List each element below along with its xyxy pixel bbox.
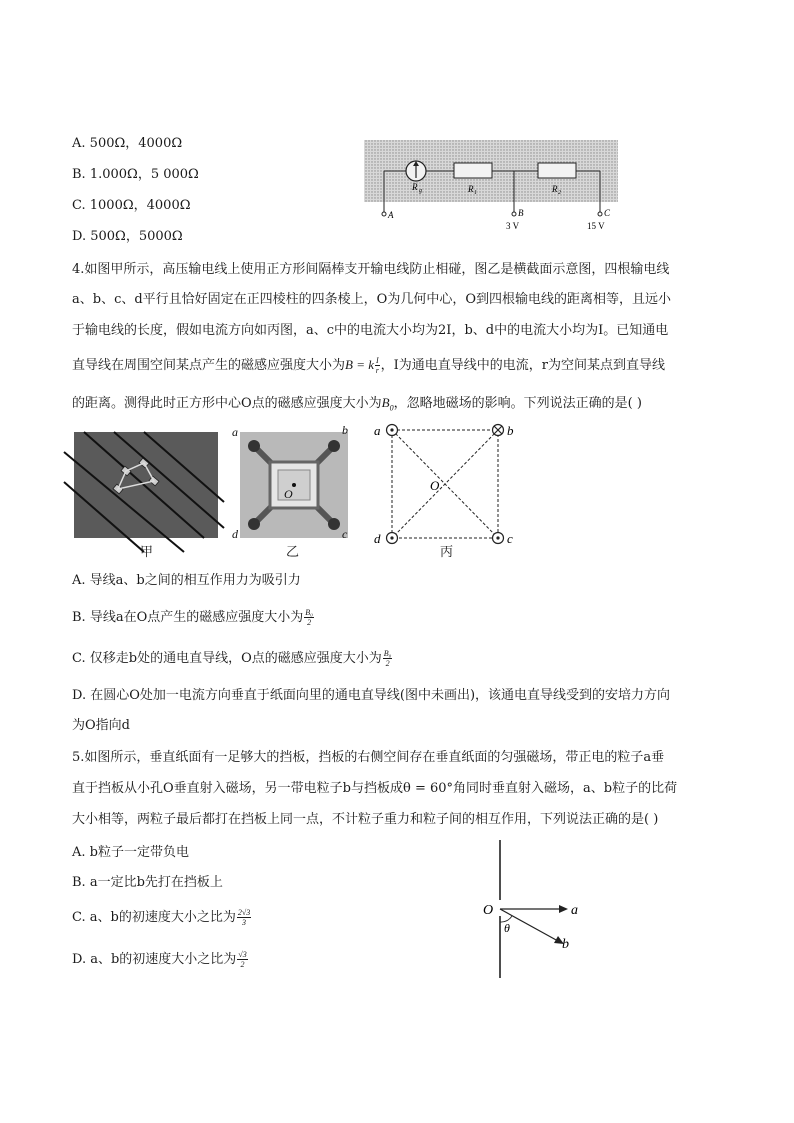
- svg-text:O: O: [430, 478, 440, 493]
- q5-stem-line-3: 大小相等，两粒子最后都打在挡板上同一点，不计粒子重力和粒子间的相互作用，下列说法正确的是( ): [72, 812, 659, 827]
- q5-option-d: D. a、b的初速度大小之比为 $\frac{√3}{2}$: [72, 950, 247, 969]
- caption-bing: 丙: [440, 545, 454, 560]
- svg-text:R: R: [412, 182, 418, 192]
- q4-stem-line-4: 直导线在周围空间某点产生的磁感应强度大小为B = k $\frac{I}{r}$ ，I为通电直导线中的电流，r为空间某点到直导线: [72, 356, 666, 375]
- svg-text:R: R: [468, 184, 474, 194]
- option-c: C. 1000Ω，4000Ω: [72, 198, 191, 213]
- q4-stem-line-5: 的距离。测得此时正方形中心O点的磁感应强度大小为$B_0$，忽略地磁场的影响。下列说法正确的是( ): [72, 395, 642, 413]
- q5-option-a: A. b粒子一定带负电: [72, 845, 189, 860]
- q5-option-c: C. a、b的初速度大小之比为 $\frac{2√3}{3}$: [72, 908, 251, 927]
- q5-stem-line-1: 5.如图所示，垂直纸面有一足够大的挡板，挡板的右侧空间存在垂直纸面的匀强磁场，带正电的粒子a垂: [72, 750, 665, 765]
- svg-text:θ: θ: [504, 921, 510, 935]
- figure-yi-photo: [232, 423, 354, 542]
- svg-text:O: O: [483, 903, 494, 918]
- option-b: B. 1.000Ω，5 000Ω: [72, 167, 199, 182]
- svg-text:a: a: [232, 425, 238, 439]
- q4-option-d: D. 在圆心O处加一电流方向垂直于纸面向里的通电直导线(图中未画出)，该通电直导线受到的安培力方向: [72, 688, 671, 703]
- figure-bing-diagram: [370, 420, 520, 544]
- svg-text:g: g: [419, 188, 422, 194]
- q5-figure: [470, 838, 600, 980]
- resistor-r2: [538, 163, 576, 178]
- q4-option-a: A. 导线a、b之间的相互作用力为吸引力: [72, 573, 301, 588]
- q5-option-b: B. a一定比b先打在挡板上: [72, 875, 223, 890]
- svg-text:3 V: 3 V: [506, 221, 520, 231]
- svg-text:c: c: [507, 531, 513, 546]
- svg-text:a: a: [571, 903, 578, 918]
- figure-jia-photo: [74, 432, 218, 538]
- svg-text:c: c: [342, 527, 348, 541]
- q4-stem-line-2: a、b、c、d平行且恰好固定在正四棱柱的四条棱上，O为几何中心，O到四根输电线的距离相等，且远小: [72, 292, 671, 307]
- svg-text:b: b: [342, 423, 348, 437]
- caption-jia: 甲: [140, 545, 154, 560]
- svg-text:d: d: [374, 531, 381, 546]
- q4-stem-line-1: 4.如图甲所示，高压输电线上使用正方形间隔棒支开输电线防止相碰，图乙是横截面示意图，四根输电线: [72, 262, 670, 277]
- svg-text:d: d: [232, 527, 238, 541]
- option-d: D. 500Ω，5000Ω: [72, 229, 183, 244]
- caption-yi: 乙: [286, 545, 300, 560]
- q4-stem-line-3: 于输电线的长度，假如电流方向如丙图，a、c中的电流大小均为2I，b、d中的电流大小均为I。已知通电: [72, 323, 669, 338]
- svg-text:2: 2: [558, 190, 561, 196]
- svg-text:a: a: [374, 423, 381, 438]
- svg-text:b: b: [507, 423, 514, 438]
- svg-text:R: R: [552, 184, 558, 194]
- resistor-r1: [454, 163, 492, 178]
- svg-text:15 V: 15 V: [587, 221, 605, 231]
- q4-option-d-cont: 为O指向d: [72, 718, 130, 733]
- option-a: A. 500Ω，4000Ω: [72, 136, 183, 151]
- svg-text:B: B: [518, 208, 524, 218]
- svg-text:b: b: [562, 937, 569, 952]
- svg-text:A: A: [388, 210, 394, 220]
- svg-text:1: 1: [474, 190, 477, 196]
- q5-stem-line-2: 直于挡板从小孔O垂直射入磁场，另一带电粒子b与挡板成θ = 60°角同时垂直射入磁场，a、b粒子的比荷: [72, 781, 678, 796]
- circuit-figure: [362, 140, 620, 232]
- svg-text:O: O: [284, 487, 293, 501]
- svg-text:C: C: [604, 208, 611, 218]
- q4-option-b: B. 导线a在O点产生的磁感应强度大小为 $\frac{\text{B₀}}{2}$: [72, 608, 313, 627]
- q4-option-c: C. 仅移走b处的通电直导线，O点的磁感应强度大小为 $\frac{\text{B₀}}{2}$: [72, 649, 392, 668]
